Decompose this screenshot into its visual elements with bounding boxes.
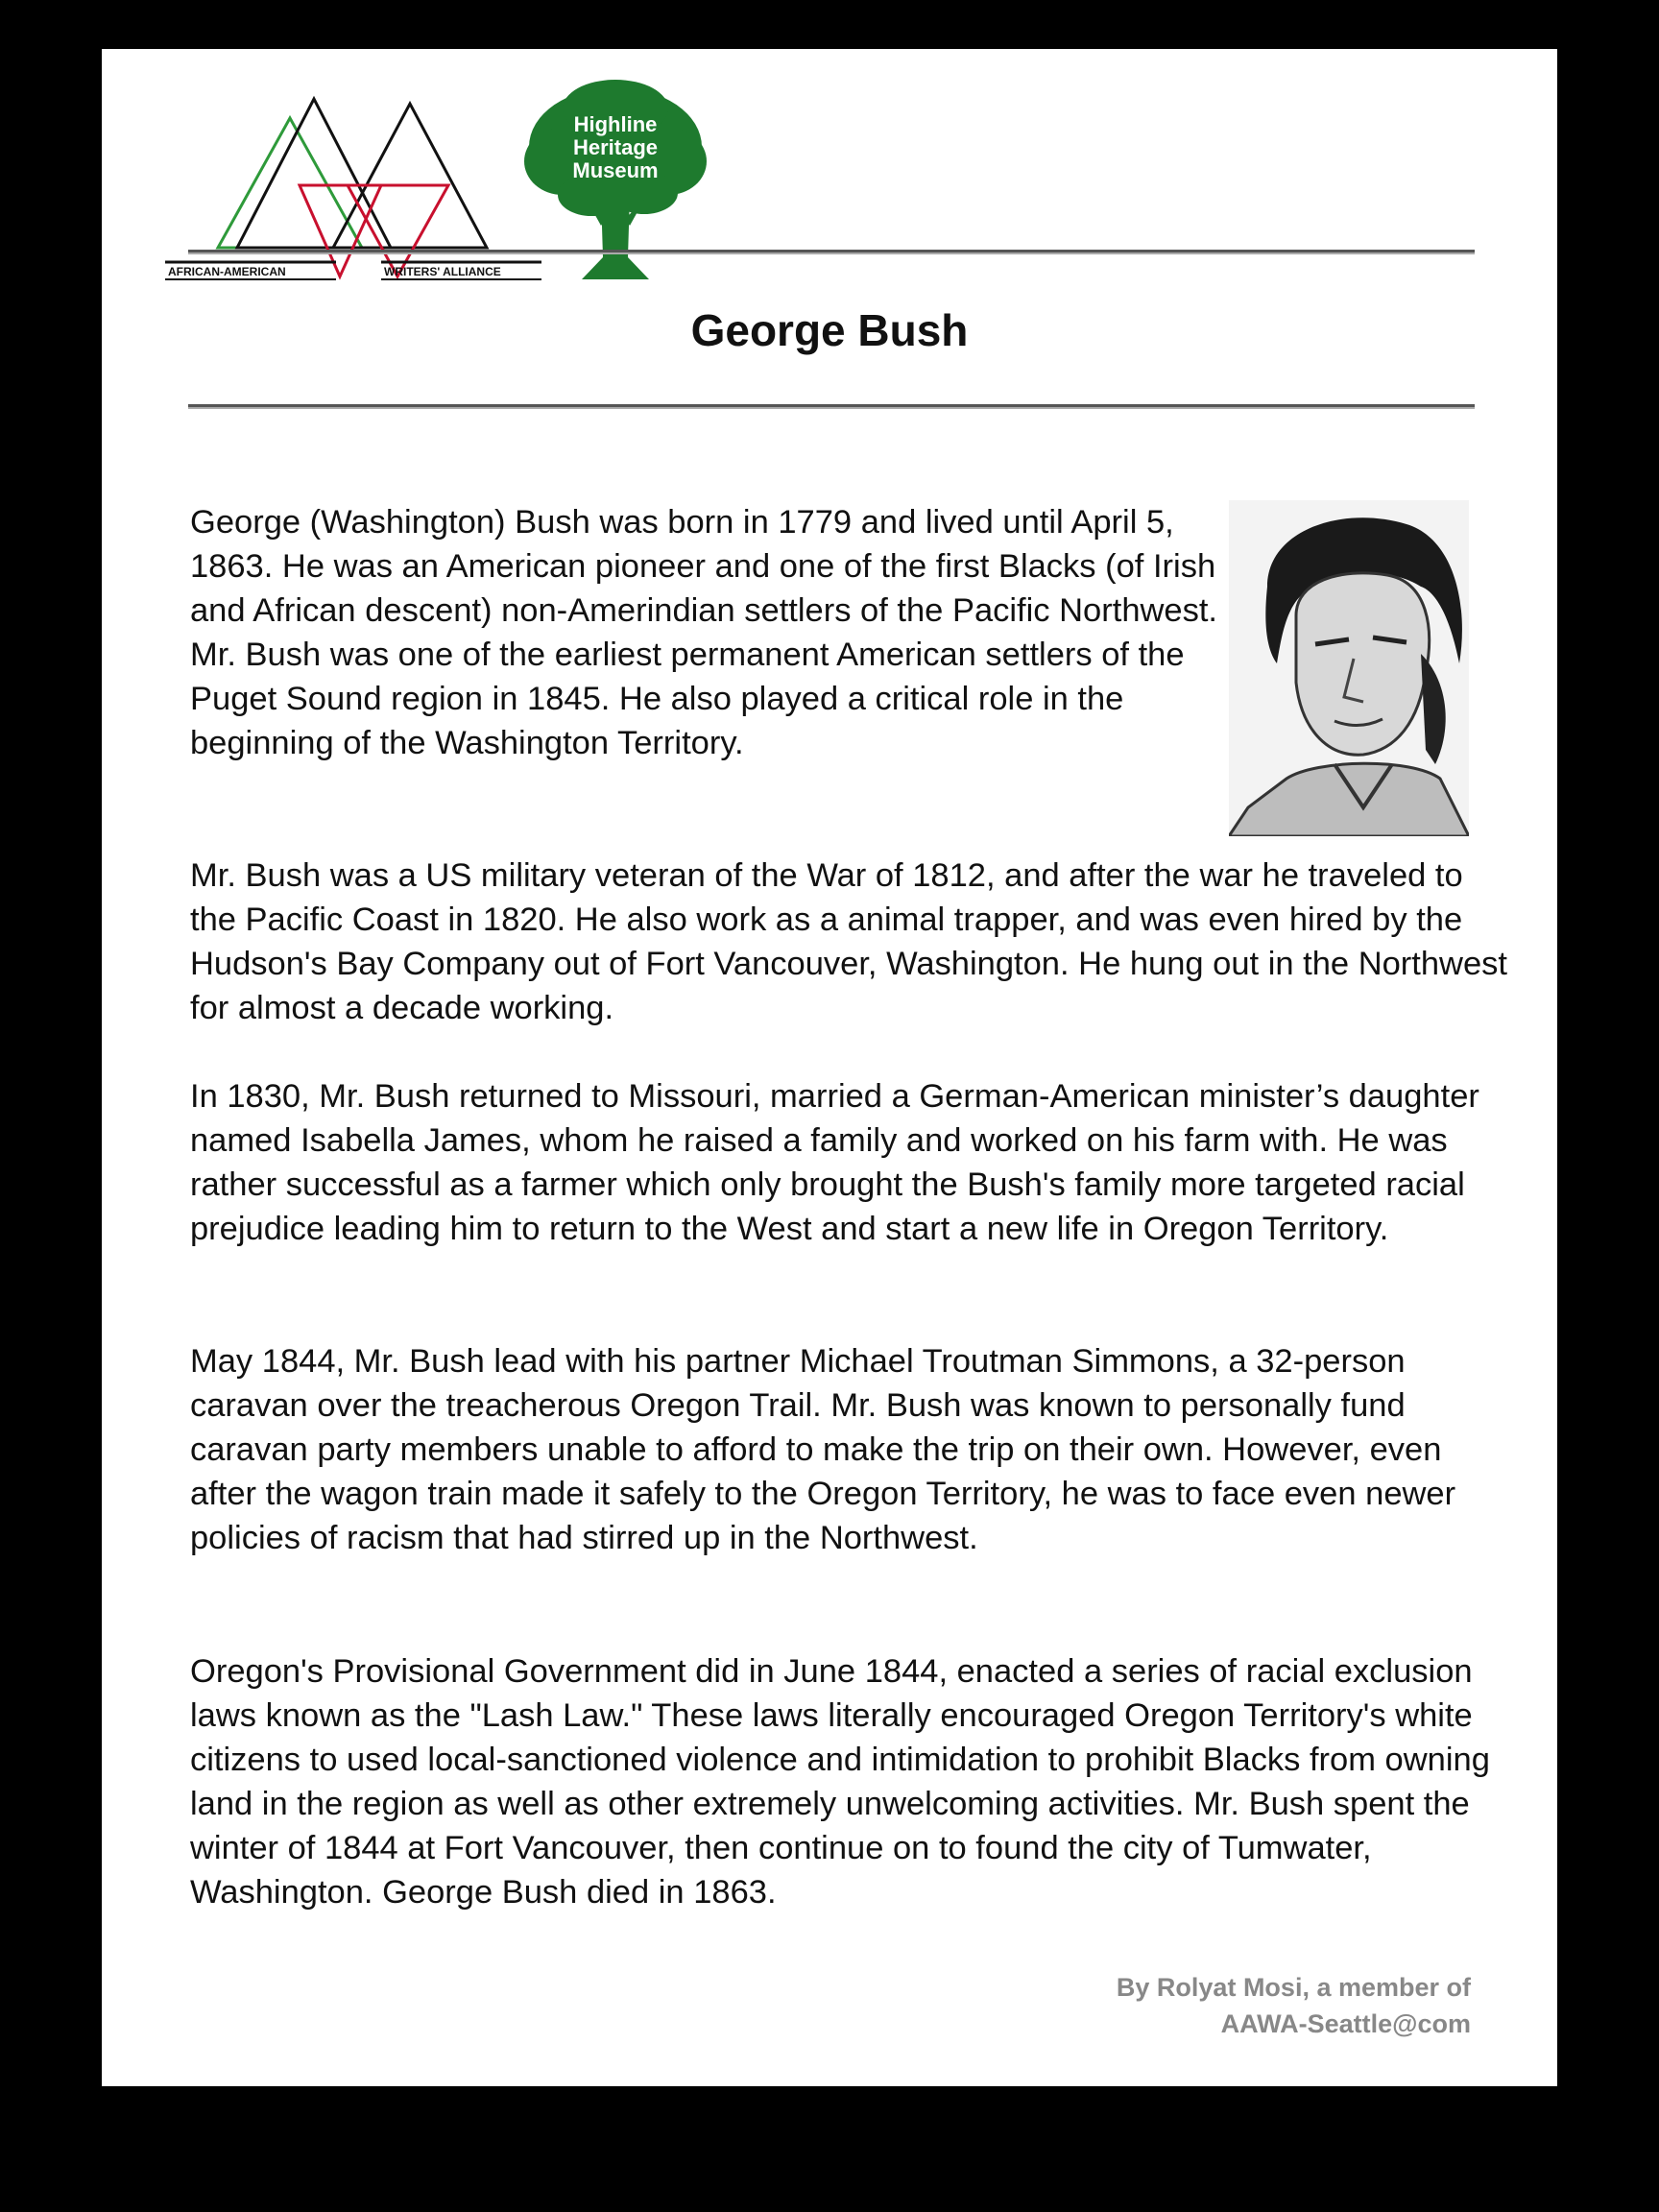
- aawa-right-label: WRITERS' ALLIANCE: [384, 265, 501, 278]
- byline: [1117, 1969, 1471, 2042]
- document-page: [102, 49, 1557, 2086]
- byline-author: By Rolyat Mosi, a member of: [1116, 1973, 1471, 2002]
- page-title: George Bush: [690, 305, 969, 355]
- museum-logo: [505, 70, 716, 291]
- paragraph-3: In 1830, Mr. Bush returned to Missouri, married a German-American minister’s daughter named Isabella James, whom he raised a family and worked on his farm with. He was rather successful as a farmer which only brought the Bush's family more targeted racial prejudice leading him to return to the West and start a new life in Oregon Territory.: [190, 1078, 1479, 1247]
- portrait-image: [1229, 500, 1469, 836]
- museum-line3: Museum: [572, 158, 659, 182]
- header-rule-top: [188, 250, 1475, 254]
- museum-line1: Highline: [573, 112, 658, 136]
- museum-line2: Heritage: [572, 135, 659, 159]
- paragraph-4: May 1844, Mr. Bush lead with his partner Michael Troutman Simmons, a 32-person caravan over the treacherous Oregon Trail. Mr. Bush was known to personally fund caravan party members unable to afford to make the trip on their own. However, even after the wagon train made it safely to the Oregon Territory, he was to face even newer policies of racism that had stirred up in the Northwest.: [190, 1343, 1456, 1556]
- byline-affiliation: AAWA-Seattle@com: [1220, 2009, 1471, 2038]
- paragraph-2: Mr. Bush was a US military veteran of the War of 1812, and after the war he traveled to the Pacific Coast in 1820. He also work as a animal trapper, and was even hired by the Hudson's Bay Company out of Fort Vancouver, Washington. He hung out in the Northwest for almost a decade working.: [190, 857, 1507, 1026]
- aawa-left-label: AFRICAN-AMERICAN: [168, 265, 286, 278]
- header-rule-bottom: [188, 404, 1475, 409]
- paragraph-1: George (Washington) Bush was born in 1779 and lived until April 5, 1863. He was an American pioneer and one of the first Blacks (of Irish and African descent) non-Amerindian settlers of the Pacific Northwest. Mr. Bush was one of the earliest permanent American settlers of the Puget Sound region in 1845. He also played a critical role in the beginning of the Washington Territory.: [190, 504, 1218, 761]
- paragraph-5: Oregon's Provisional Government did in June 1844, enacted a series of racial exclusion laws known as the "Lash Law." These laws literally encouraged Oregon Territory's white citizens to used local-sanctioned violence and intimidation to prohibit Blacks from owning land in the region as well as other extremely unwelcoming activities. Mr. Bush spent the winter of 1844 at Fort Vancouver, then continue on to found the city of Tumwater, Washington. George Bush died in 1863.: [190, 1653, 1490, 1911]
